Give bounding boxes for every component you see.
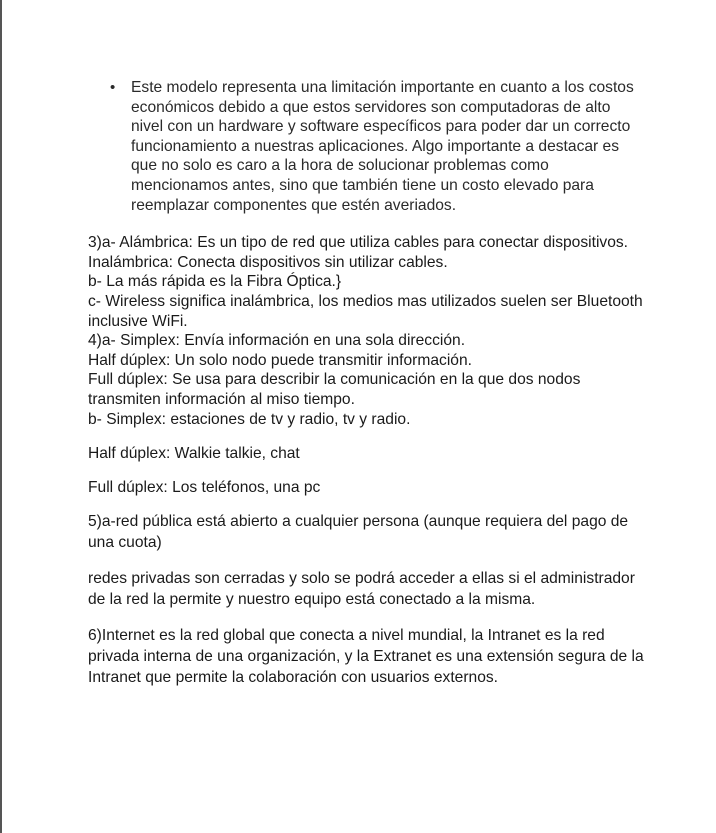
answer-4b-simplex-examples: b- Simplex: estaciones de tv y radio, tv y radio. xyxy=(88,410,411,428)
answer-5a-public-network: 5)a-red pública está abierto a cualquier persona (aunque requiera del pago de una cuota) xyxy=(88,513,629,552)
answer-3a-wired: 3)a- Alámbrica: Es un tipo de red que utiliza cables para conectar dispositivos. xyxy=(88,234,629,252)
answer-5-private-network: redes privadas son cerradas y solo se podrá acceder a ellas si el administrador de la red la permite y nuestro equipo está conectado a la misma. xyxy=(88,570,635,609)
answer-4a-full-duplex: Full dúplex: Se usa para describir la comunicación en la que dos nodos transmiten información al miso tiempo. xyxy=(88,371,581,408)
bullet-icon: • xyxy=(110,79,116,96)
answer-4a-simplex: 4)a- Simplex: Envía información en una sola dirección. xyxy=(88,332,466,350)
answer-3b-fastest: b- La más rápida es la Fibra Óptica.} xyxy=(88,273,342,291)
bullet-paragraph xyxy=(88,78,641,215)
answer-4b-full-duplex-examples: Full dúplex: Los teléfonos, una pc xyxy=(88,478,321,496)
bullet-text: Este modelo representa una limitación importante en cuanto a los costos económicos debido a que estos servidores son computadoras de alto nivel con un hardware y software específicos para poder dar un correcto funcionamiento a nuestras aplicaciones. Algo importante a destacar es que no solo es caro a la hora de solucionar problemas como mencionamos antes, sino que también tiene un costo elevado para reemplazar componentes que estén averiados. xyxy=(131,79,634,214)
answer-3c-wireless-meaning: c- Wireless significa inalámbrica, los medios mas utilizados suelen ser Bluetooth inclusive WiFi. xyxy=(88,292,643,330)
answer-3a-wireless: Inalámbrica: Conecta dispositivos sin utilizar cables. xyxy=(88,253,448,271)
answer-6-internet-intranet-extranet: 6)Internet es la red global que conecta a nivel mundial, la Intranet es la red privada interna de una organización, y la Extranet es una extensión segura de la Intranet que permite la colaboración con usuarios externos. xyxy=(88,627,644,687)
answer-4b-half-duplex-examples: Half dúplex: Walkie talkie, chat xyxy=(88,445,300,463)
answers-3-4-block xyxy=(88,233,648,429)
page-left-border xyxy=(0,0,2,833)
answer-4a-half-duplex: Half dúplex: Un solo nodo puede transmitir información. xyxy=(88,351,472,369)
document-body xyxy=(88,78,648,702)
